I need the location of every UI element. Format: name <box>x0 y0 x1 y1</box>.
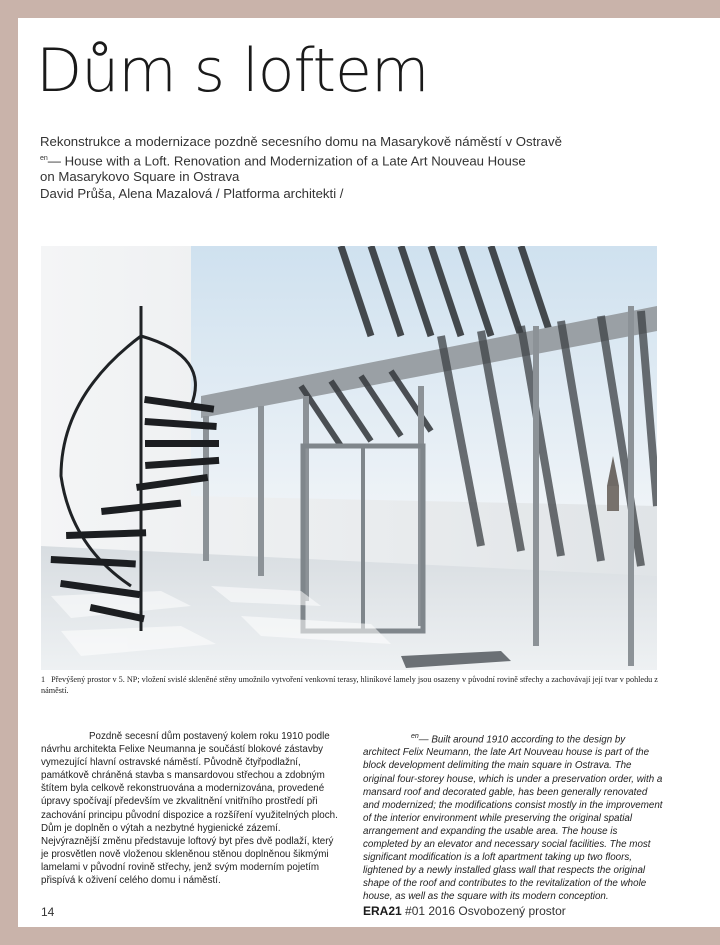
subtitle-en-line2: on Masarykovo Square in Ostrava <box>40 169 240 185</box>
figure-number: 1 <box>41 675 46 684</box>
loft-interior-photo <box>41 246 657 670</box>
subtitle-en-line1 <box>40 151 680 170</box>
subtitle-cz: Rekonstrukce a modernizace pozdně secesního domu na Masarykově náměstí v Ostravě <box>40 134 562 149</box>
body-en-marker: en <box>411 733 419 740</box>
body-text-czech: Pozdně secesní dům postavený kolem roku 1910 podle návrhu architekta Felixe Neumanna je součástí blokové zástavby vymezující hlavní ostravské náměstí. Původně čtyřpodlažní, památkově chráněná stavba s mansardovou střechou a zdobným štítem byla celkově rekonstruována a modernizována, provedené úpravy spočívají především ve zkvalitnění vnitřního prostředí při zachování principu původní dispozice a rozšíření využitelných ploch. Dům je doplněn o výtah a nezbytné hygienické zázemí. Nejvýraznější změnu představuje loftový byt přes dvě podlaží, který je prosvětlen nově vloženou skleněnou stěnou doplněnou šikmými lamelami v původní rovině střechy, jenž svým moderním pojetím přispívá k oživení celého domu i náměstí. <box>41 731 338 887</box>
subtitle-en-text: — House with a Loft. Renovation and Modernization of a Late Art Nouveau House <box>47 152 526 168</box>
authors: David Průša, Alena Mazalová / Platforma architekti / <box>40 185 344 201</box>
article-header <box>40 134 680 202</box>
page-number: 14 <box>41 905 55 919</box>
magazine-issue: #01 2016 Osvobozený prostor <box>405 904 566 918</box>
en-marker: en <box>40 154 48 162</box>
magazine-page <box>18 18 720 927</box>
figure-caption <box>41 675 661 696</box>
figure-caption-text: Převýšený prostor v 5. NP; vložení svislé skleněné stěny umožnilo vytvoření venkovní terasy, hliníkové lamely jsou osazeny v původní rovině střechy a zachovávají její tvar v pohledu z náměstí. <box>41 675 658 695</box>
magazine-footer <box>363 904 566 918</box>
article-title: Dům s loftem <box>36 36 429 106</box>
body-text-english <box>363 730 663 903</box>
magazine-name: ERA21 <box>363 904 402 918</box>
body-en-text: — Built around 1910 according to the design by architect Felix Neumann, the late Art Nouveau house is part of the block development delimiting the main square in Ostrava. The original four-storey house, which is under a preservation order, with a mansard roof and decorated gable, has been generally renovated and modernized; the modifications consist mostly in the improvement of the interior environment while preserving the original spatial arrangement and expanding the usable area. The house is completed by an elevator and necessary social facilities. The most significant modification is a loft apartment taking up two floors, lightened by a newly installed glass wall that respects the original shape of the roof and contributes to the revitalization of the whole house, as well as the square with its modern conception. <box>363 734 663 903</box>
